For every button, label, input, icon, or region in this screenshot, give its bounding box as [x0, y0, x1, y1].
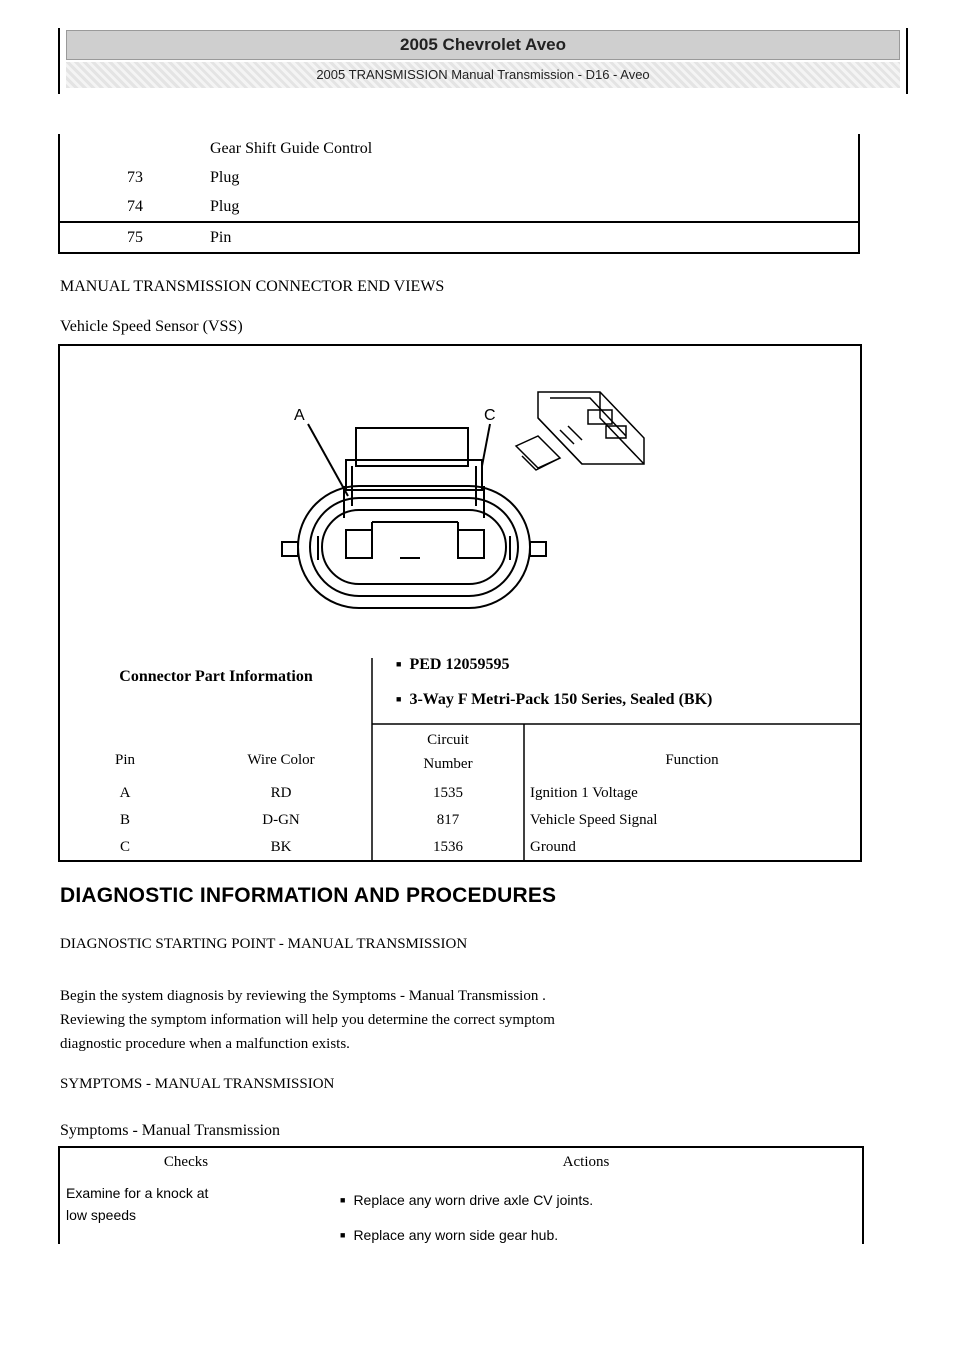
connector-heading: MANUAL TRANSMISSION CONNECTOR END VIEWS — [60, 278, 445, 295]
pin-c-label: C — [484, 407, 496, 424]
header-title: 2005 Chevrolet Aveo — [66, 30, 900, 60]
wire-cell: RD — [270, 785, 292, 801]
pin-rows — [60, 780, 860, 861]
symptoms-table-title: Symptoms - Manual Transmission — [60, 1122, 281, 1139]
diagnostic-subheading: DIAGNOSTIC STARTING POINT - MANUAL TRANSMISSION — [60, 936, 468, 952]
circuit-cell: 1535 — [433, 785, 463, 801]
part-description: Plug — [210, 163, 859, 192]
part-description: Pin — [210, 222, 859, 253]
col-function: Function — [665, 752, 719, 768]
function-cell: Vehicle Speed Signal — [530, 812, 658, 828]
function-cell: Ignition 1 Voltage — [530, 785, 638, 801]
connector-subheading: Vehicle Speed Sensor (VSS) — [60, 318, 243, 335]
pin-cell: B — [119, 812, 130, 828]
table-row — [59, 192, 859, 222]
pin-cell: C — [119, 839, 130, 855]
diagnostic-heading: DIAGNOSTIC INFORMATION AND PROCEDURES — [60, 884, 557, 907]
pin-a-label: A — [294, 407, 305, 424]
col-circuit-line2: Number — [423, 756, 473, 772]
actions-list — [340, 1184, 593, 1254]
col-pin: Pin — [114, 752, 135, 768]
part-description: Gear Shift Guide Control — [210, 134, 859, 163]
symptoms-heading: SYMPTOMS - MANUAL TRANSMISSION — [60, 1076, 335, 1092]
list-item: ■ Replace any worn side gear hub. — [340, 1219, 593, 1254]
col-checks: Checks — [163, 1154, 209, 1170]
function-cell: Ground — [530, 839, 576, 855]
part-number: 75 — [59, 222, 210, 253]
table-row — [60, 834, 860, 861]
header-subtitle: 2005 TRANSMISSION Manual Transmission - D16 - Aveo — [66, 62, 900, 88]
circuit-cell: 817 — [436, 812, 460, 828]
paragraph-line: diagnostic procedure when a malfunction exists. — [60, 1036, 350, 1052]
list-item: ■ Replace any worn drive axle CV joints. — [340, 1184, 593, 1219]
table-row — [60, 807, 860, 834]
connector-part-info-label: Connector Part Information — [119, 668, 313, 685]
wire-cell: BK — [270, 839, 292, 855]
pin-cell: A — [119, 785, 131, 801]
page-header — [58, 28, 908, 94]
table-row — [59, 134, 859, 163]
list-item: ■ 3-Way F Metri-Pack 150 Series, Sealed (BK) — [396, 683, 712, 718]
check-cell — [66, 1182, 306, 1226]
circuit-cell: 1536 — [433, 839, 463, 855]
part-number: 74 — [59, 192, 210, 222]
symptoms-table — [58, 1146, 864, 1244]
parts-table — [58, 134, 860, 254]
check-line: low speeds — [66, 1207, 137, 1223]
connector-diagram-box — [58, 344, 862, 862]
col-actions: Actions — [562, 1154, 610, 1170]
list-item: ■ PED 12059595 — [396, 648, 712, 683]
table-row — [60, 780, 860, 807]
col-circuit-line1: Circuit — [427, 732, 469, 748]
diagnostic-paragraph — [60, 984, 840, 1056]
table-row — [59, 163, 859, 192]
part-number — [59, 134, 210, 163]
wire-cell: D-GN — [262, 812, 300, 828]
col-wire-color: Wire Color — [247, 752, 315, 768]
table-row — [59, 222, 859, 253]
paragraph-line: Reviewing the symptom information will help you determine the correct symptom — [60, 1012, 555, 1028]
part-description: Plug — [210, 192, 859, 222]
col-circuit — [372, 728, 524, 776]
check-line: Examine for a knock at — [66, 1185, 209, 1201]
part-info-list — [396, 648, 712, 718]
paragraph-line: Begin the system diagnosis by reviewing the Symptoms - Manual Transmission . — [60, 988, 546, 1004]
part-number: 73 — [59, 163, 210, 192]
